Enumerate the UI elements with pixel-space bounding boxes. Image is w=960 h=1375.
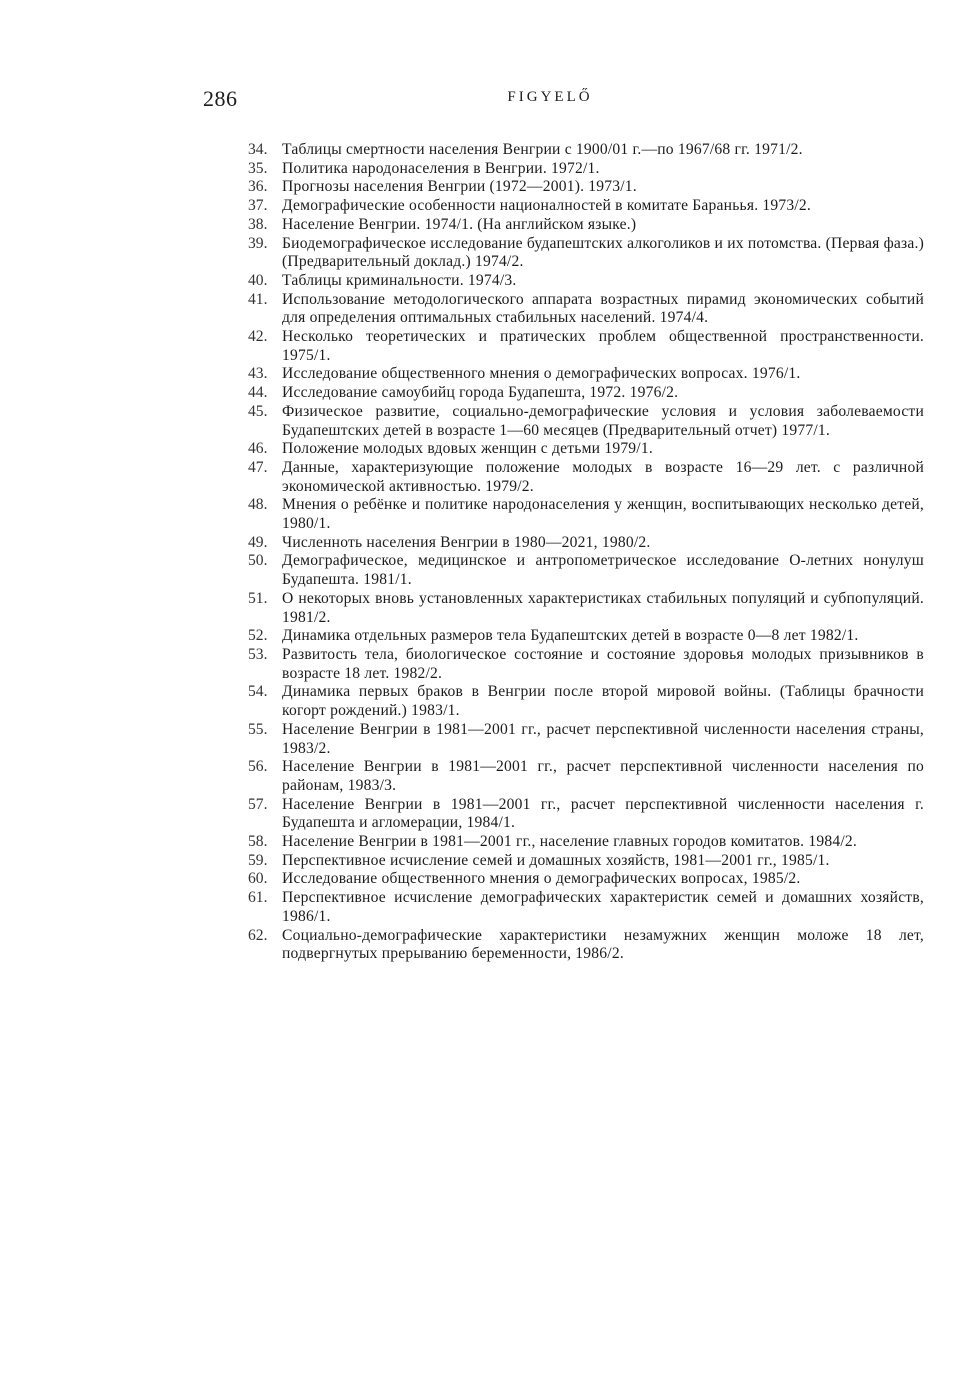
list-item	[248, 496, 924, 533]
list-item	[248, 683, 924, 720]
entry-number: 54.	[248, 683, 268, 701]
entry-number: 61.	[248, 889, 268, 907]
entry-number: 62.	[248, 926, 268, 944]
entry-text: Прогнозы населения Венгрии (1972—2001). 1973/1.	[282, 178, 637, 196]
entry-number: 40.	[248, 271, 268, 289]
entry-number: 44.	[248, 384, 268, 402]
entry-text: Биодемографическое исследование будапештских алкоголиков и их потомства. (Первая фаза.) (Предварительный доклад.) 1974/2.	[282, 234, 924, 271]
entry-text: Исследование самоубийц города Будапешта, 1972. 1976/2.	[282, 384, 679, 402]
running-header: FIGYELŐ	[507, 89, 593, 105]
entry-number: 56.	[248, 758, 268, 776]
page-number: 286	[203, 86, 238, 111]
list-item	[248, 141, 924, 160]
entry-number: 43.	[248, 365, 268, 383]
list-item	[248, 889, 924, 926]
entry-number: 60.	[248, 870, 268, 888]
list-item	[248, 216, 924, 235]
entry-text: Население Венгрии в 1981—2001 гг., расчет перспективной численности населения г. Будапешта и агломерации, 1984/1.	[282, 795, 924, 832]
entry-number: 35.	[248, 159, 268, 177]
list-item	[248, 459, 924, 496]
entry-number: 36.	[248, 178, 268, 196]
list-item	[248, 235, 924, 272]
entry-number: 58.	[248, 833, 268, 851]
list-item	[248, 927, 924, 964]
entry-text: Исследование общественного мнения о демографических вопросах, 1985/2.	[282, 870, 801, 888]
list-item	[248, 646, 924, 683]
list-item	[248, 721, 924, 758]
entry-text: Мнения о ребёнке и политике народонаселения у женщин, воспитывающих несколько детей, 1980/1.	[282, 496, 924, 533]
list-item	[248, 627, 924, 646]
entry-number: 59.	[248, 851, 268, 869]
entry-number: 45.	[248, 402, 268, 420]
entry-text: Перспективное исчисление семей и домашных хозяйств, 1981—2001 гг., 1985/1.	[282, 851, 830, 869]
entry-text: Таблицы криминальности. 1974/3.	[282, 271, 517, 289]
entry-text: Демографические особенности националностей в комитате Бараньья. 1973/2.	[282, 197, 812, 215]
publication-list	[248, 141, 924, 964]
entry-text: Данные, характеризующие положение молодых в возрасте 16—29 лет. с различной экономической активностью. 1979/2.	[282, 458, 924, 495]
entry-text: Численноть населения Венгрии в 1980—2021, 1980/2.	[282, 533, 651, 551]
list-item	[248, 870, 924, 889]
entry-number: 50.	[248, 552, 268, 570]
list-item	[248, 328, 924, 365]
entry-number: 46.	[248, 440, 268, 458]
list-item	[248, 440, 924, 459]
entry-number: 48.	[248, 496, 268, 514]
list-item	[248, 178, 924, 197]
entry-number: 55.	[248, 720, 268, 738]
entry-text: Положение молодых вдовых женщин с детьми 1979/1.	[282, 440, 653, 458]
entry-number: 42.	[248, 328, 268, 346]
entry-number: 53.	[248, 645, 268, 663]
list-item	[248, 534, 924, 553]
list-item	[248, 197, 924, 216]
entry-text: Население Венгрии в 1981—2001 гг., население главных городов комитатов. 1984/2.	[282, 833, 857, 851]
list-item	[248, 365, 924, 384]
list-item	[248, 384, 924, 403]
list-item	[248, 272, 924, 291]
entry-text: Население Венгрии в 1981—2001 гг., расчет перспективной численности населения по районам, 1983/3.	[282, 758, 924, 794]
list-item	[248, 403, 924, 440]
entry-text: Физическое развитие, социально-демографические условия и условия заболеваемости Будапештских детей в возрасте 1—60 месяцев (Предварительный отчет) 1977/1.	[282, 402, 924, 439]
entry-text: Население Венгрии в 1981—2001 гг., расчет перспективной численности населения страны, 1983/2.	[282, 720, 924, 757]
entry-text: Использование методологического аппарата возрастных пирамид экономических событий для определения оптимальных стабильных населений. 1974/4.	[282, 290, 924, 327]
entry-text: Исследование общественного мнения о демографических вопросах. 1976/1.	[282, 365, 801, 383]
list-item	[248, 291, 924, 328]
entry-text: Население Венгрии. 1974/1. (На английском языке.)	[282, 215, 637, 233]
entry-text: Социально-демографические характеристики незамужних женщин моложе 18 лет, подвергнутых прерыванию беременности, 1986/2.	[282, 926, 924, 963]
entry-number: 57.	[248, 795, 268, 813]
list-item	[248, 590, 924, 627]
entry-number: 47.	[248, 458, 268, 476]
entry-text: О некоторых вновь установленных характеристиках стабильных популяций и субпопуляций. 1981/2.	[282, 589, 924, 626]
list-item	[248, 796, 924, 833]
entry-number: 41.	[248, 290, 268, 308]
entry-number: 37.	[248, 197, 268, 215]
list-item	[248, 552, 924, 589]
entry-text: Несколько теоретических и пратических проблем общественной пространственности. 1975/1.	[282, 328, 924, 364]
list-item	[248, 852, 924, 871]
entry-text: Перспективное исчисление демографических характеристик семей и домашних хозяйств, 1986/1.	[282, 889, 924, 925]
entry-number: 49.	[248, 533, 268, 551]
entry-text: Развитость тела, биологическое состояние и состояние здоровья молодых призывников в возрасте 18 лет. 1982/2.	[282, 645, 924, 682]
entry-text: Таблицы смертности населения Венгрии с 1900/01 г.—по 1967/68 гг. 1971/2.	[282, 141, 803, 158]
entry-number: 38.	[248, 215, 268, 233]
list-item	[248, 160, 924, 179]
entry-text: Динамика отдельных размеров тела Будапештских детей в возрасте 0—8 лет 1982/1.	[282, 627, 859, 645]
list-item	[248, 758, 924, 795]
entry-number: 51.	[248, 589, 268, 607]
entry-number: 39.	[248, 234, 268, 252]
list-item	[248, 833, 924, 852]
entry-text: Динамика первых браков в Венгрии после второй мировой войны. (Таблицы брачности когорт рождений.) 1983/1.	[282, 683, 924, 720]
entry-number: 34.	[248, 141, 268, 158]
entry-text: Политика народонаселения в Венгрии. 1972/1.	[282, 159, 600, 177]
entry-text: Демографическое, медицинское и антропометрическое исследование О-летних нонулуш Будапешта. 1981/1.	[282, 552, 924, 589]
entry-number: 52.	[248, 627, 268, 645]
